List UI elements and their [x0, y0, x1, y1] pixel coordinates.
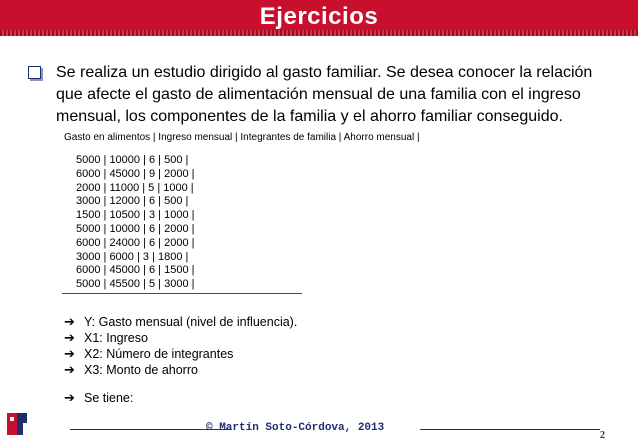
conclusion-label: Se tiene: — [84, 391, 134, 405]
list-item — [64, 346, 297, 362]
variable-label: X2: Número de integrantes — [84, 347, 234, 361]
red-divider — [62, 293, 302, 294]
table-row: 3000 | 6000 | 3 | 1800 | — [76, 250, 189, 263]
square-bullet-icon — [28, 66, 41, 79]
table-row: 5000 | 10000 | 6 | 500 | — [76, 154, 189, 166]
right-arrow-icon: ➔ — [64, 314, 75, 329]
table-row: 6000 | 45000 | 9 | 2000 | — [76, 167, 195, 180]
page-number: 2 — [600, 430, 605, 441]
table-row: 5000 | 45500 | 5 | 3000 | — [76, 278, 195, 291]
table-header: Gasto en alimentos | Ingreso mensual | Integrantes de familia | Ahorro mensual | — [64, 132, 420, 143]
list-item — [64, 330, 297, 346]
intro-line: mensual, los componentes de la familia y el ahorro familiar conseguido. — [56, 108, 563, 125]
data-rows — [76, 154, 194, 292]
footer-rule — [420, 429, 600, 430]
table-row: 6000 | 24000 | 6 | 2000 | — [76, 236, 195, 249]
university-logo-icon — [6, 410, 48, 438]
intro-paragraph — [56, 62, 616, 128]
table-row: 5000 | 10000 | 6 | 2000 | — [76, 222, 195, 235]
right-arrow-icon: ➔ — [64, 346, 75, 361]
slide-title: Ejercicios — [259, 3, 379, 30]
table-row: 2000 | 11000 | 5 | 1000 | — [76, 181, 194, 194]
footer-credit: © Martín Soto-Córdova, 2013 — [206, 422, 385, 434]
variable-list — [64, 314, 297, 378]
intro-line: que afecte el gasto de alimentación mensual de una familia con el ingreso — [56, 86, 581, 103]
table-row: 6000 | 45000 | 6 | 1500 | — [76, 264, 195, 277]
variable-label: Y: Gasto mensual (nivel de influencia). — [84, 315, 298, 329]
list-item — [64, 362, 297, 378]
right-arrow-icon: ➔ — [64, 362, 75, 377]
right-arrow-icon: ➔ — [64, 390, 75, 405]
table-row: 1500 | 10500 | 3 | 1000 | — [76, 209, 195, 222]
variable-label: X3: Monto de ahorro — [84, 363, 198, 377]
variable-label: X1: Ingreso — [84, 331, 148, 345]
table-row: 3000 | 12000 | 6 | 500 | — [76, 195, 189, 208]
list-item — [64, 314, 297, 330]
conclusion-item — [64, 390, 133, 406]
right-arrow-icon: ➔ — [64, 330, 75, 345]
intro-line: Se realiza un estudio dirigido al gasto familiar. Se desea conocer la relación — [56, 64, 593, 81]
